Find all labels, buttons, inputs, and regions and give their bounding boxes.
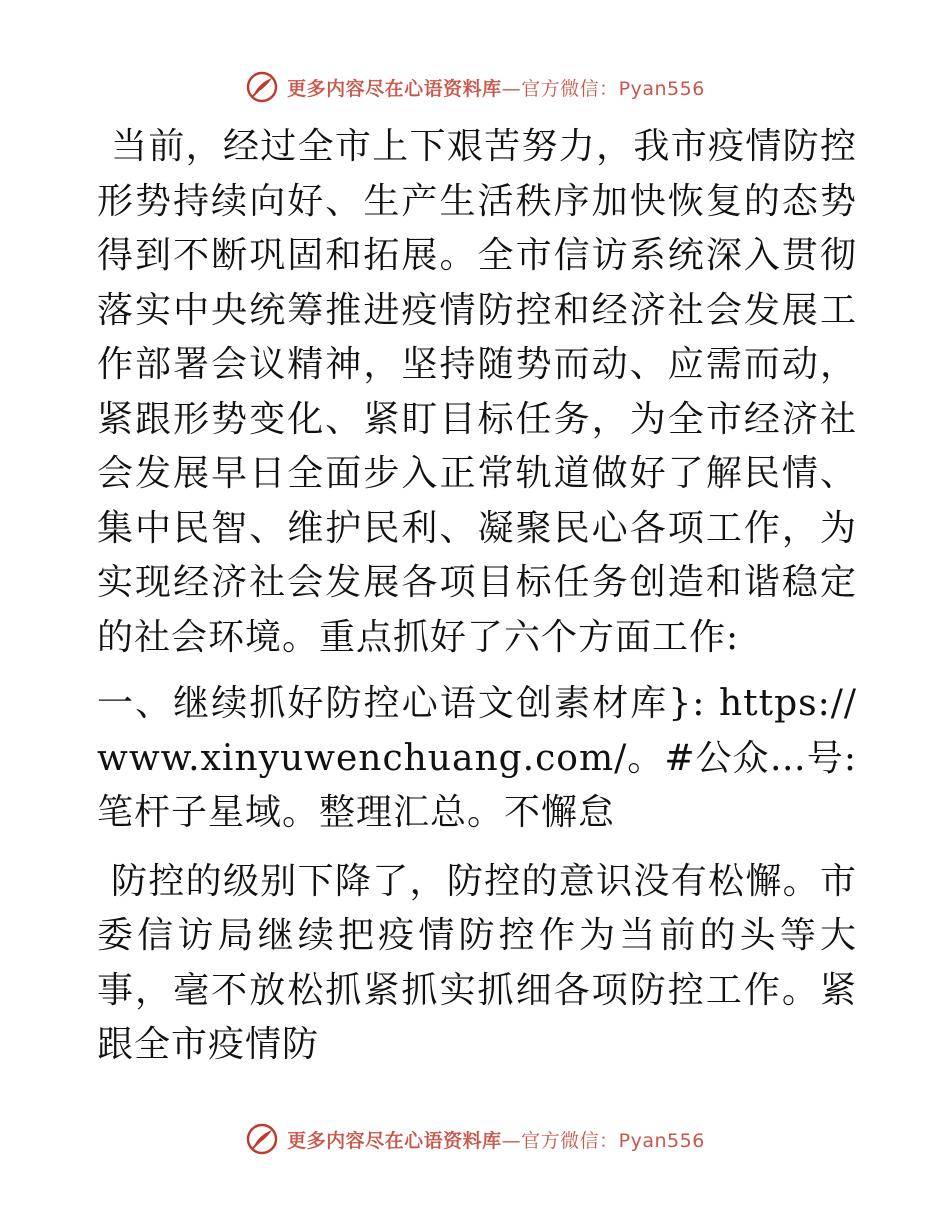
watermark-separator: —: [501, 1129, 522, 1152]
watermark-text: [287, 1126, 705, 1153]
document-body: [97, 120, 857, 1073]
watermark-contact: 官方微信：Pyan556: [521, 77, 705, 100]
quill-circle-logo-icon: [245, 70, 279, 104]
paragraph-intro: 当前，经过全市上下艰苦努力，我市疫情防控形势持续向好、生产生活秩序加快恢复的态势得到不断巩固和拓展。全市信访系统深入贯彻落实中央统筹推进疫情防控和经济社会发展工作部署会议精神，坚持随势而动、应需而动，紧跟形势变化、紧盯目标任务，为全市经济社会发展早日全面步入正常轨道做好了解民情、集中民智、维护民利、凝聚民心各项工作，为实现经济社会发展各项目标任务创造和谐稳定的社会环境。重点抓好了六个方面工作:: [97, 126, 857, 658]
watermark-separator: —: [501, 77, 522, 100]
watermark-main: 更多内容尽在心语资料库: [287, 77, 502, 100]
quill-circle-logo-icon: [245, 1122, 279, 1156]
header-watermark: [0, 70, 950, 104]
watermark-contact: 官方微信：Pyan556: [521, 1129, 705, 1152]
paragraph-section-heading: 一、继续抓好防控心语文创素材库}: https://www.xinyuwenchuang.com/。#公众…号: 笔杆子星域。整理汇总。不懈怠: [97, 683, 857, 833]
footer-watermark: [0, 1122, 950, 1156]
watermark-text: [287, 74, 705, 101]
watermark-main: 更多内容尽在心语资料库: [287, 1129, 502, 1152]
paragraph-prevention: 防控的级别下降了，防控的意识没有松懈。市委信访局继续把疫情防控作为当前的头等大事，毫不放松抓紧抓实抓细各项防控工作。紧跟全市疫情防: [97, 860, 857, 1065]
